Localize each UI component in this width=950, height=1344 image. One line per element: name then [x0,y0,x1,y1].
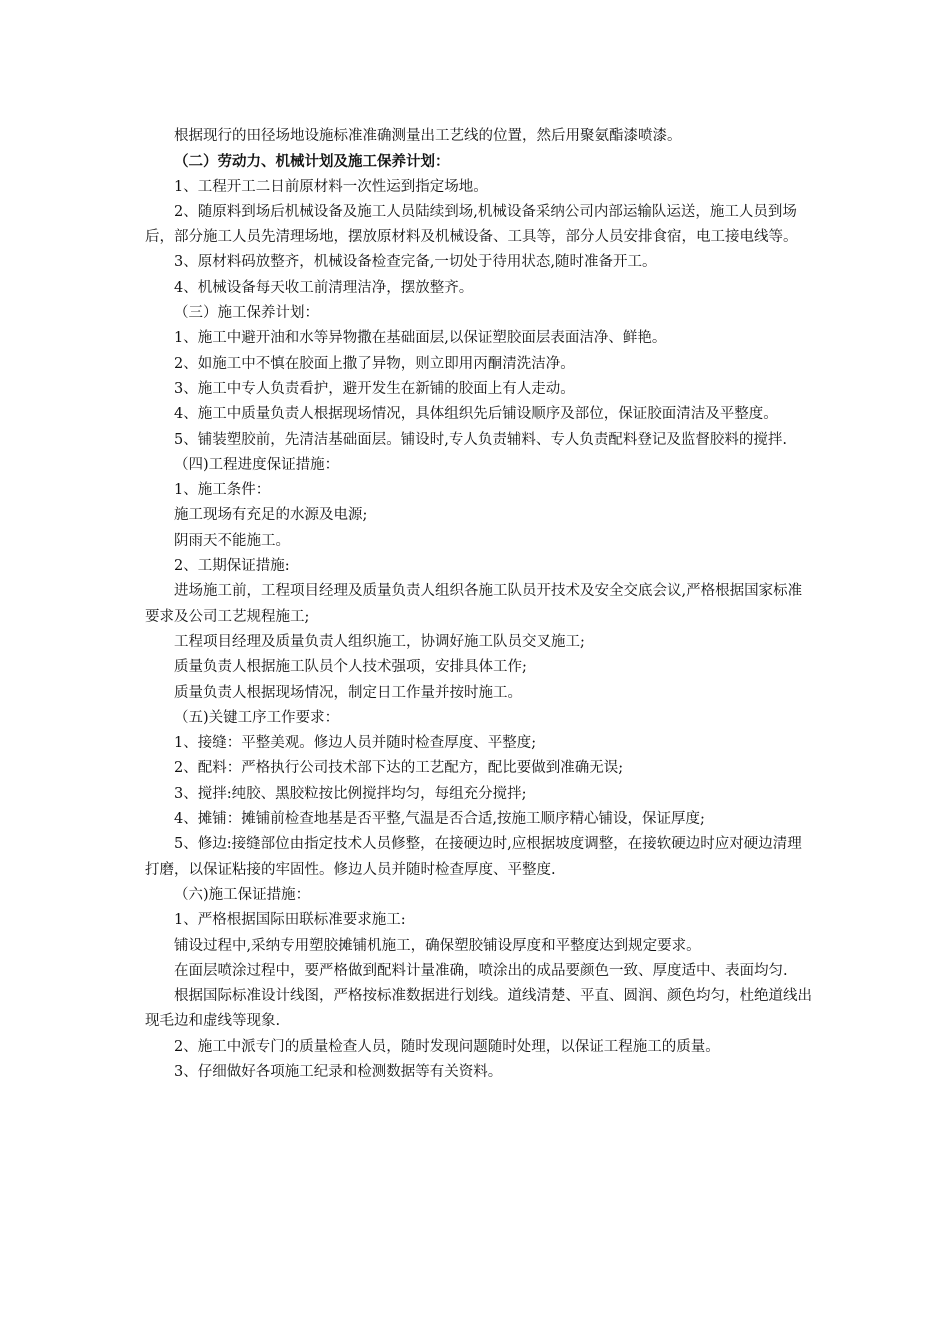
paragraph: 1、工程开工二日前原材料一次性运到指定场地。 [174,178,488,195]
paragraph: 5、铺装塑胶前，先清洁基础面层。铺设时,专人负责辅料、专人负责配料登记及监督胶料的搅拌. [174,431,787,448]
paragraph: 3、施工中专人负责看护，避开发生在新铺的胶面上有人走动。 [174,380,575,397]
paragraph: 质量负责人根据现场情况，制定日工作量并按时施工。 [174,684,522,701]
paragraph: 2、施工中派专门的质量检查人员，随时发现问题随时处理，以保证工程施工的质量。 [174,1038,720,1055]
section-heading: （三）施工保养计划： [174,305,319,322]
paragraph: 3、搅拌:纯胶、黑胶粒按比例搅拌均匀，每组充分搅拌; [174,785,527,802]
paragraph: 施工现场有充足的水源及电源; [174,507,368,524]
paragraph: 2、如施工中不慎在胶面上撒了异物，则立即用丙酮清洗洁净。 [174,355,575,372]
paragraph: 3、原材料码放整齐，机械设备检查完备,一切处于待用状态,随时准备开工。 [174,254,657,271]
paragraph: 根据现行的田径场地设施标准准确测量出工艺线的位置，然后用聚氨酯漆喷漆。 [174,128,682,144]
document-body [145,124,813,1085]
paragraph: 在面层喷涂过程中，要严格做到配料计量准确，喷涂出的成品要颜色一致、厚度适中、表面均匀. [174,962,788,979]
section-heading: （六)施工保证措施： [174,886,311,903]
paragraph: 2、随原料到场后机械设备及施工人员陆续到场,机械设备采纳公司内部运输队运送，施工人员到场后，部分施工人员先清理场地，摆放原材料及机械设备、工具等，部分人员安排食宿，电工接电线等。 [145,203,798,246]
paragraph: 根据国际标准设计线图，严格按标准数据进行划线。道线清楚、平直、圆润、颜色均匀，杜绝道线出现毛边和虚线等现象. [145,988,812,1030]
paragraph: 5、修边:接缝部位由指定技术人员修整，在接硬边时,应根据坡度调整，在接软硬边时应对硬边清理打磨，以保证粘接的牢固性。修边人员并随时检查厚度、平整度. [145,836,802,878]
section-heading: （四)工程进度保证措施： [174,456,340,473]
paragraph: 1、接缝：平整美观。修边人员并随时检查厚度、平整度; [174,735,537,752]
section-heading: （五)关键工序工作要求： [174,709,340,726]
paragraph: 阴雨天不能施工。 [174,532,290,549]
paragraph: 1、施工条件： [174,482,271,499]
paragraph: 3、仔细做好各项施工纪录和检测数据等有关资料。 [174,1063,503,1080]
paragraph: 2、工期保证措施: [174,558,290,575]
paragraph: 1、施工中避开油和水等异物撒在基础面层,以保证塑胶面层表面洁净、鲜艳。 [174,330,667,347]
section-heading: （二）劳动力、机械计划及施工保养计划： [174,153,450,171]
paragraph: 工程项目经理及质量负责人组织施工，协调好施工队员交叉施工; [174,633,585,650]
paragraph: 铺设过程中,采纳专用塑胶摊铺机施工，确保塑胶铺设厚度和平整度达到规定要求。 [174,937,701,954]
paragraph: 4、施工中质量负责人根据现场情况，具体组织先后铺设顺序及部位，保证胶面清洁及平整度。 [174,406,778,423]
paragraph: 进场施工前，工程项目经理及质量负责人组织各施工队员开技术及安全交底会议,严格根据国家标准要求及公司工艺规程施工; [145,583,803,625]
paragraph: 4、机械设备每天收工前清理洁净，摆放整齐。 [174,279,474,296]
paragraph: 质量负责人根据施工队员个人技术强项，安排具体工作; [174,659,527,676]
paragraph: 2、配料：严格执行公司技术部下达的工艺配方，配比要做到准确无误; [174,760,624,777]
paragraph: 4、摊铺：摊铺前检查地基是否平整,气温是否合适,按施工顺序精心铺设，保证厚度; [174,811,705,828]
paragraph: 1、严格根据国际田联标准要求施工: [174,912,406,929]
